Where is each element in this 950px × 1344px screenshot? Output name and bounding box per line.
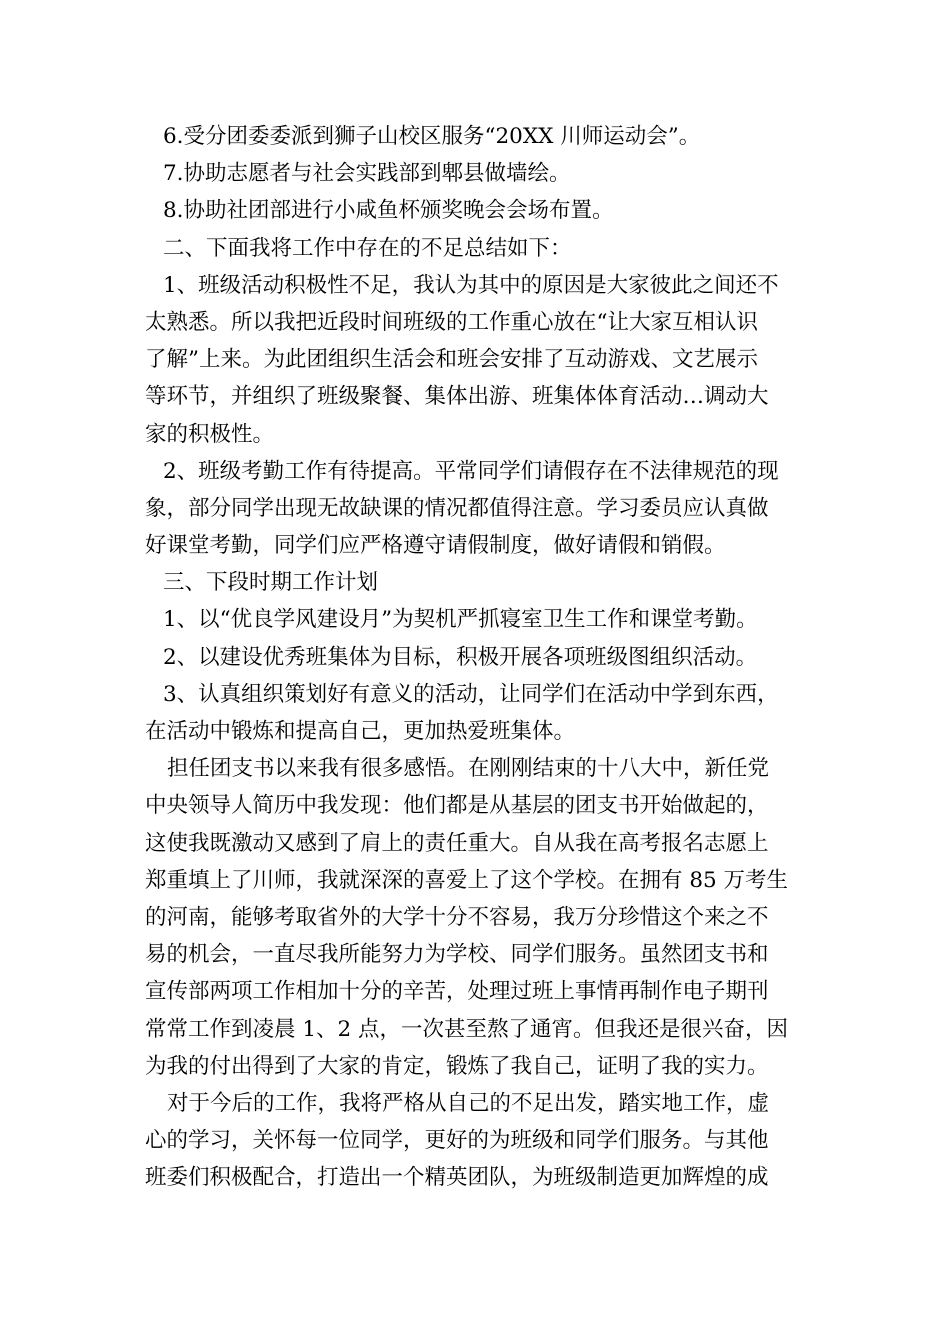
text-line: 易的机会，一直尽我所能努力为学校、同学们服务。虽然团支书和 [145, 942, 769, 968]
section-heading: 三、下段时期工作计划 [163, 570, 379, 596]
text-line: 等环节，并组织了班级聚餐、集体出游、班集体体育活动…调动大 [145, 384, 769, 410]
text-line: 象，部分同学出现无故缺课的情况都值得注意。学习委员应认真做 [145, 495, 769, 521]
text-line: 好课堂考勤，同学们应严格遵守请假制度，做好请假和销假。 [145, 533, 726, 559]
text-line: 常常工作到凌晨 1、2 点，一次甚至熬了通宵。但我还是很兴奋，因 [145, 1016, 789, 1042]
text-line: 中央领导人简历中我发现：他们都是从基层的团支书开始做起的， [145, 793, 769, 819]
text-line: 郑重填上了川师，我就深深的喜爱上了这个学校。在拥有 85 万考生 [145, 867, 789, 893]
text-line: 班委们积极配合，打造出一个精英团队，为班级制造更加辉煌的成 [145, 1165, 769, 1191]
text-line: 7.协助志愿者与社会实践部到郫县做墙绘。 [163, 161, 571, 187]
text-line: 1、班级活动积极性不足，我认为其中的原因是大家彼此之间还不 [163, 272, 779, 298]
text-line: 的河南，能够考取省外的大学十分不容易，我万分珍惜这个来之不 [145, 904, 769, 930]
section-heading: 二、下面我将工作中存在的不足总结如下： [163, 235, 572, 261]
document-body [145, 118, 807, 1196]
text-line: 2、班级考勤工作有待提高。平常同学们请假存在不法律规范的现 [163, 458, 779, 484]
text-line: 家的积极性。 [145, 421, 275, 447]
text-line: 这使我既激动又感到了肩上的责任重大。自从我在高考报名志愿上 [145, 830, 769, 856]
text-line: 1、以“优良学风建设月”为契机严抓寝室卫生工作和课堂考勤。 [163, 607, 758, 633]
text-line: 太熟悉。所以我把近段时间班级的工作重心放在“让大家互相认识 [145, 309, 758, 335]
text-line: 了解”上来。为此团组织生活会和班会安排了互动游戏、文艺展示 [145, 347, 758, 373]
text-line: 宣传部两项工作相加十分的辛苦，处理过班上事情再制作电子期刊 [145, 979, 769, 1005]
text-line: 8.协助社团部进行小咸鱼杯颁奖晚会会场布置。 [163, 198, 614, 224]
text-line: 在活动中锻炼和提高自己，更加热爱班集体。 [145, 719, 576, 744]
text-line: 3、认真组织策划好有意义的活动，让同学们在活动中学到东西， [163, 681, 779, 707]
text-line: 对于今后的工作，我将严格从自己的不足出发，踏实地工作，虚 [167, 1090, 770, 1116]
text-line: 6.受分团委委派到狮子山校区服务“20XX 川师运动会”。 [163, 124, 701, 149]
text-line: 担任团支书以来我有很多感悟。在刚刚结束的十八大中，新任党 [167, 756, 770, 782]
text-line: 为我的付出得到了大家的肯定，锻炼了我自己，证明了我的实力。 [145, 1053, 769, 1079]
text-line: 心的学习，关怀每一位同学，更好的为班级和同学们服务。与其他 [145, 1128, 769, 1154]
text-line: 2、以建设优秀班集体为目标，积极开展各项班级图组织活动。 [163, 644, 758, 670]
